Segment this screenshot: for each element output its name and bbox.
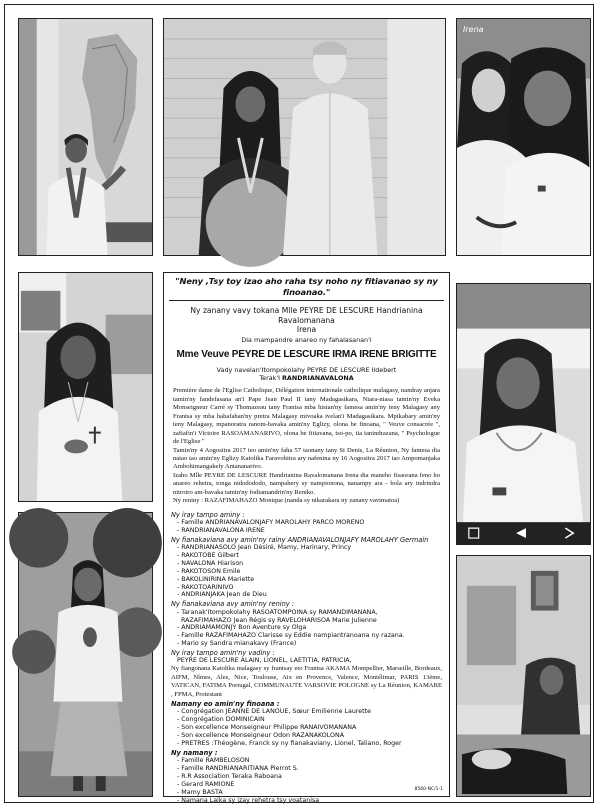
section-friends-title: Ny namany : [171, 748, 218, 757]
list-item: - Son excellence Monseigneur Philippe RANAIVOMANANA [177, 724, 357, 732]
obituary-notice [163, 272, 450, 804]
list-item: - Son excellence Monseigneur Odon RAZANAKOLONA [177, 732, 345, 740]
paragraph-2: Tamin'ny 4 Aogositra 2017 teo amin'ny faha 57 taonany tany St Denis, La Réunion, Ny famesa dia natao tao amin'ny Eglizy Katolika Faravohitra ary nafenina ny 16 Aogositra 2017 tao Ampomanjaka Ambohimangakely Antananarivo. [173, 446, 440, 471]
list-item: - Famille RANDRIANARITIANA Pierrot S. [177, 765, 299, 773]
list-item: - RANDRIANAVALONA IRENE [177, 526, 265, 534]
list-item: - RAKOTOARINIVO [177, 583, 234, 591]
photo-woman-with-cross [18, 272, 153, 502]
section-faith-friends-title: Namany eo amin'ny finoana : [171, 700, 280, 709]
list-item: - Famille RAMBELOSON [177, 757, 250, 765]
intro-line-2: Irena [296, 325, 317, 335]
photo-indoor-scene [456, 555, 591, 797]
list-item: - Famille RAZAFIMAHAZO Clarisse sy Eddie nampiantranoana ny razana. [177, 632, 405, 640]
list-item: - PRETRES :Théogène, Franck sy ny fianakaviany, Lionel, Taliano, Roger [177, 740, 402, 748]
list-item: - Namana Laika sy izay rehetra tsy voatanisa [177, 796, 320, 804]
section-siblings-title: Ny iray tampo aminy : [171, 510, 245, 519]
list-item: - R.R Association Teraka Raboana [177, 773, 282, 781]
photo-two-women [456, 18, 591, 256]
list-item: - Famille ANDRIANAVALONJAFY MAROLAHY PARCO MORENO [177, 518, 365, 526]
list-item: PEYRE DE LESCURE ALAIN, LIONEL, LAETITIA, PATRICIA, [177, 657, 352, 665]
list-item: - BAKOLINIRINA Mariette [177, 575, 255, 583]
list-item: - NAVALONA Hiarison [177, 559, 244, 567]
churches-paragraph: Ny fiangonana Katolika malagasy sy frantsay eto Frantsa AKAMA Montpellier, Marseille, Bordeaux, AIFM, Nîmes, Ales, Nice, Toulouse, Aix en Provence, Valence, Montélimar, PARIS 13ème, VATICAN, FATIMA Portugal, COMMUNAUTE VARSOVIE POLOGNE sy La Réunion, KAMARE , FPMA, Protestant [171, 665, 442, 698]
list-item: RAZAFIMAHAZO Jean Régis sy RAVELOHARISOA Marie Julienne [181, 616, 377, 624]
paragraph-4: Ny reniny : RAZAFIMAHAZO Monique (nanda sy nikarakara ny zanany vavimatoa) [173, 497, 400, 505]
section-husband-siblings-title: Ny iray tampo amin'ny vadiny : [171, 649, 275, 658]
list-item: - Congrégation JEANNE DE LANOUE, Sœur Emilienne Laurette [177, 708, 371, 716]
list-item: - RAKOTOSON Emile [177, 567, 241, 575]
deceased-name: Mme Veuve PEYRE DE LESCURE IRMA IRENE BRIGITTE [176, 349, 437, 361]
photo-woman-with-map [18, 18, 153, 256]
quote-heading: "Neny ,Tsy toy izao aho raha tsy noho ny fitiavanao sy ny finoanao." [175, 276, 438, 297]
terak-line [169, 374, 444, 382]
list-item: - RAKOTOBE Gilbert [177, 551, 239, 559]
intro-line-1: Ny zanany vavy tokana Mlle PEYRE DE LESCURE Handrianina Ravalomanana [190, 306, 423, 325]
paragraph-1: Première dame de l'Eglise Catholique, Délégation internationale catholique malagasy, nandray anjara tamin'ny fandefasana an'i Pape Jean Paul II tany Madagasikara, Niara-niasa tamin'ny Eveka Monseigneur Carré sy Thomazeau tany Frantsa mba hisian'ny famesa amin'ny teny Malagasy any Frantsa sy mba hahafahan'ny pretra Malagasy mivoaka ivelan'i Madagasikara. Mpikabary amin'ny teny Malagasy, mpanoratra ranom-bavaka amin'ny Eglizy, olona be finoana, " Veuve consacrée ", zafiafin'i Victoire RASOAMANARIVO, olona be fitiavana, tso-po, tia tanindrazana, " Psychologue de l'Eglise " [173, 387, 440, 446]
section-father-family-title: Ny fianakaviana avy amin'ny rainy ANDRIANAVALONJAFY MAROLAHY Germain [171, 535, 429, 544]
list-item: - Mamy BASTA [177, 788, 223, 796]
photo-woman-portrait [456, 283, 591, 545]
terak-label: Terak'I [259, 374, 280, 383]
list-item: - Gerard RAMIONE [177, 780, 235, 788]
widow-of [169, 366, 444, 383]
list-item: - ANDRIANJAKA Jean de Dieu [177, 591, 267, 599]
paragraph-3: Izaho Mlle PEYRE DE LESCURE Handrianina Ravalomanana Irena dia maneho fisaorana feno ho anareo rehetra, tonga nidodododo, nampahery sy nampionona, nanampy ara - bola ary indrindra nitrotro am-bavaka tamin'ny fodiamandrin'ny Reniko. [173, 471, 440, 496]
list-item: - RANDRIANASOLO Jean Désiré, Mamy, Harinary, Princy [177, 543, 352, 551]
reference-code: 8560-NC/1-1 [414, 787, 443, 793]
photo-woman-with-statue [163, 18, 446, 256]
list-item: - ANDRIAMAMONJY Bon Aventure sy Olga [177, 624, 307, 632]
intro-line-3: Dia mampandre anareo ny fahalasanan'i [241, 335, 372, 344]
divider [169, 300, 444, 301]
widow-of-line: Vady navelan'Itompokolahy PEYRE DE LESCURE Ildebert [216, 365, 397, 374]
section-mother-family-title: Ny fianakaviana avy amin'ny reniny : [171, 600, 294, 609]
photo-woman-praying [18, 512, 153, 797]
list-item: - Taranak'Itompokolahy RASOATOMPOINA sy RAMANDIMANANA, [177, 608, 378, 616]
list-item: - Mario sy Sandra mianakavy (France) [177, 640, 297, 648]
terak-name: RANDRIANAVALONA [282, 374, 354, 383]
list-item: - Congrégation DOMINICAIN [177, 716, 265, 724]
photo-caption: Irena [463, 25, 484, 34]
